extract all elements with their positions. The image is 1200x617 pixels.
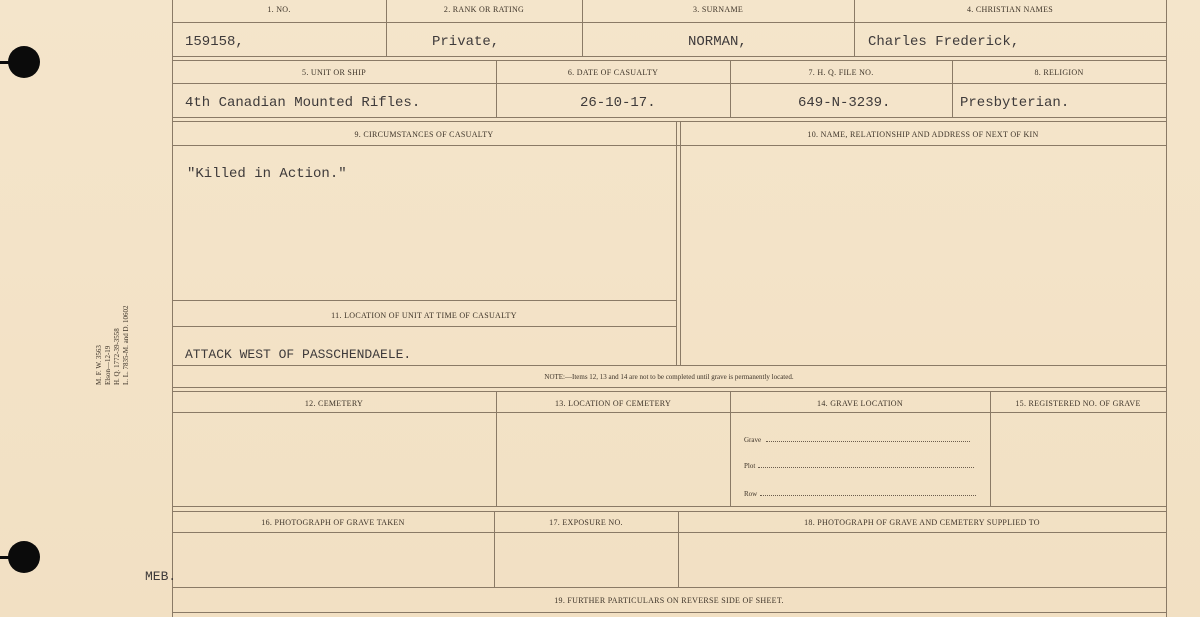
divider [680,121,681,365]
rule [172,22,1166,23]
header-hq-file: 7. H. Q. FILE NO. [808,68,874,77]
rule [172,532,1166,533]
rule [172,117,1166,118]
header-surname: 3. SURNAME [692,5,744,14]
value-number: 159158, [185,34,244,50]
header-photograph-taken: 16. PHOTOGRAPH OF GRAVE TAKEN [261,518,405,527]
header-religion: 8. RELIGION [1034,68,1084,77]
label-grave: Grave [744,436,762,444]
value-rank: Private, [432,34,500,50]
rule [172,326,676,327]
header-location-of-cemetery: 13. LOCATION OF CEMETERY [554,399,672,408]
value-unit: 4th Canadian Mounted Rifles. [185,95,421,111]
note-text: NOTE:—Items 12, 13 and 14 are not to be completed until grave is permanently located. [544,373,794,381]
dotted-line [766,441,970,442]
value-religion: Presbyterian. [960,95,1070,111]
value-hq-file: 649-N-3239. [798,95,891,111]
margin-note: MEB. [145,569,177,584]
rule [172,511,1166,512]
rule [990,412,1166,413]
dotted-line [760,495,976,496]
value-circumstances: "Killed in Action." [187,166,347,182]
divider [496,391,497,506]
divider [730,391,731,506]
footer-further-particulars: 19. FURTHER PARTICULARS ON REVERSE SIDE OF SHEET. [554,596,784,605]
rule [172,56,1166,57]
rule [172,145,1166,146]
rule [172,612,1166,613]
header-circumstances: 9. CIRCUMSTANCES OF CASUALTY [354,130,494,139]
value-date-of-casualty: 26-10-17. [580,95,656,111]
rule [172,587,1166,588]
rule [172,365,1166,366]
form-print-reference: M. F. W. 3563 Elson—12-19 H. Q. 1772-39-3558 L. L. 7835-M. and D. 10602 [95,305,130,385]
rule [172,412,990,413]
header-unit: 5. UNIT OR SHIP [302,68,366,77]
punch-hole-mark [0,556,14,559]
divider [990,391,991,506]
header-christian-names: 4. CHRISTIAN NAMES [966,5,1054,14]
rule [172,60,1166,61]
header-grave-location: 14. GRAVE LOCATION [817,399,903,408]
header-next-of-kin: 10. NAME, RELATIONSHIP AND ADDRESS OF NEXT OF KIN [807,130,1039,139]
rule [172,506,1166,507]
label-plot: Plot [744,462,756,470]
rule [172,121,1166,122]
divider [676,121,677,365]
rule [172,300,676,301]
dotted-line [758,467,974,468]
label-row: Row [744,490,758,498]
header-cemetery: 12. CEMETERY [304,399,364,408]
rule [172,387,1166,388]
header-photograph-supplied: 18. PHOTOGRAPH OF GRAVE AND CEMETERY SUPPLIED TO [804,518,1040,527]
punch-hole-mark [0,61,14,64]
header-date-of-casualty: 6. DATE OF CASUALTY [567,68,659,77]
header-location-of-unit: 11. LOCATION OF UNIT AT TIME OF CASUALTY [331,311,517,320]
value-location-of-unit: ATTACK WEST OF PASSCHENDAELE. [185,347,412,362]
rule [172,83,1166,84]
header-rank: 2. RANK OR RATING [443,5,525,14]
rule [172,391,1166,392]
right-border [1166,0,1167,617]
header-number: 1. NO. [267,5,291,14]
header-registered-no: 15. REGISTERED NO. OF GRAVE [1015,399,1141,408]
value-surname: NORMAN, [688,34,747,50]
header-exposure-no: 17. EXPOSURE NO. [549,518,623,527]
value-christian-names: Charles Frederick, [868,34,1020,50]
